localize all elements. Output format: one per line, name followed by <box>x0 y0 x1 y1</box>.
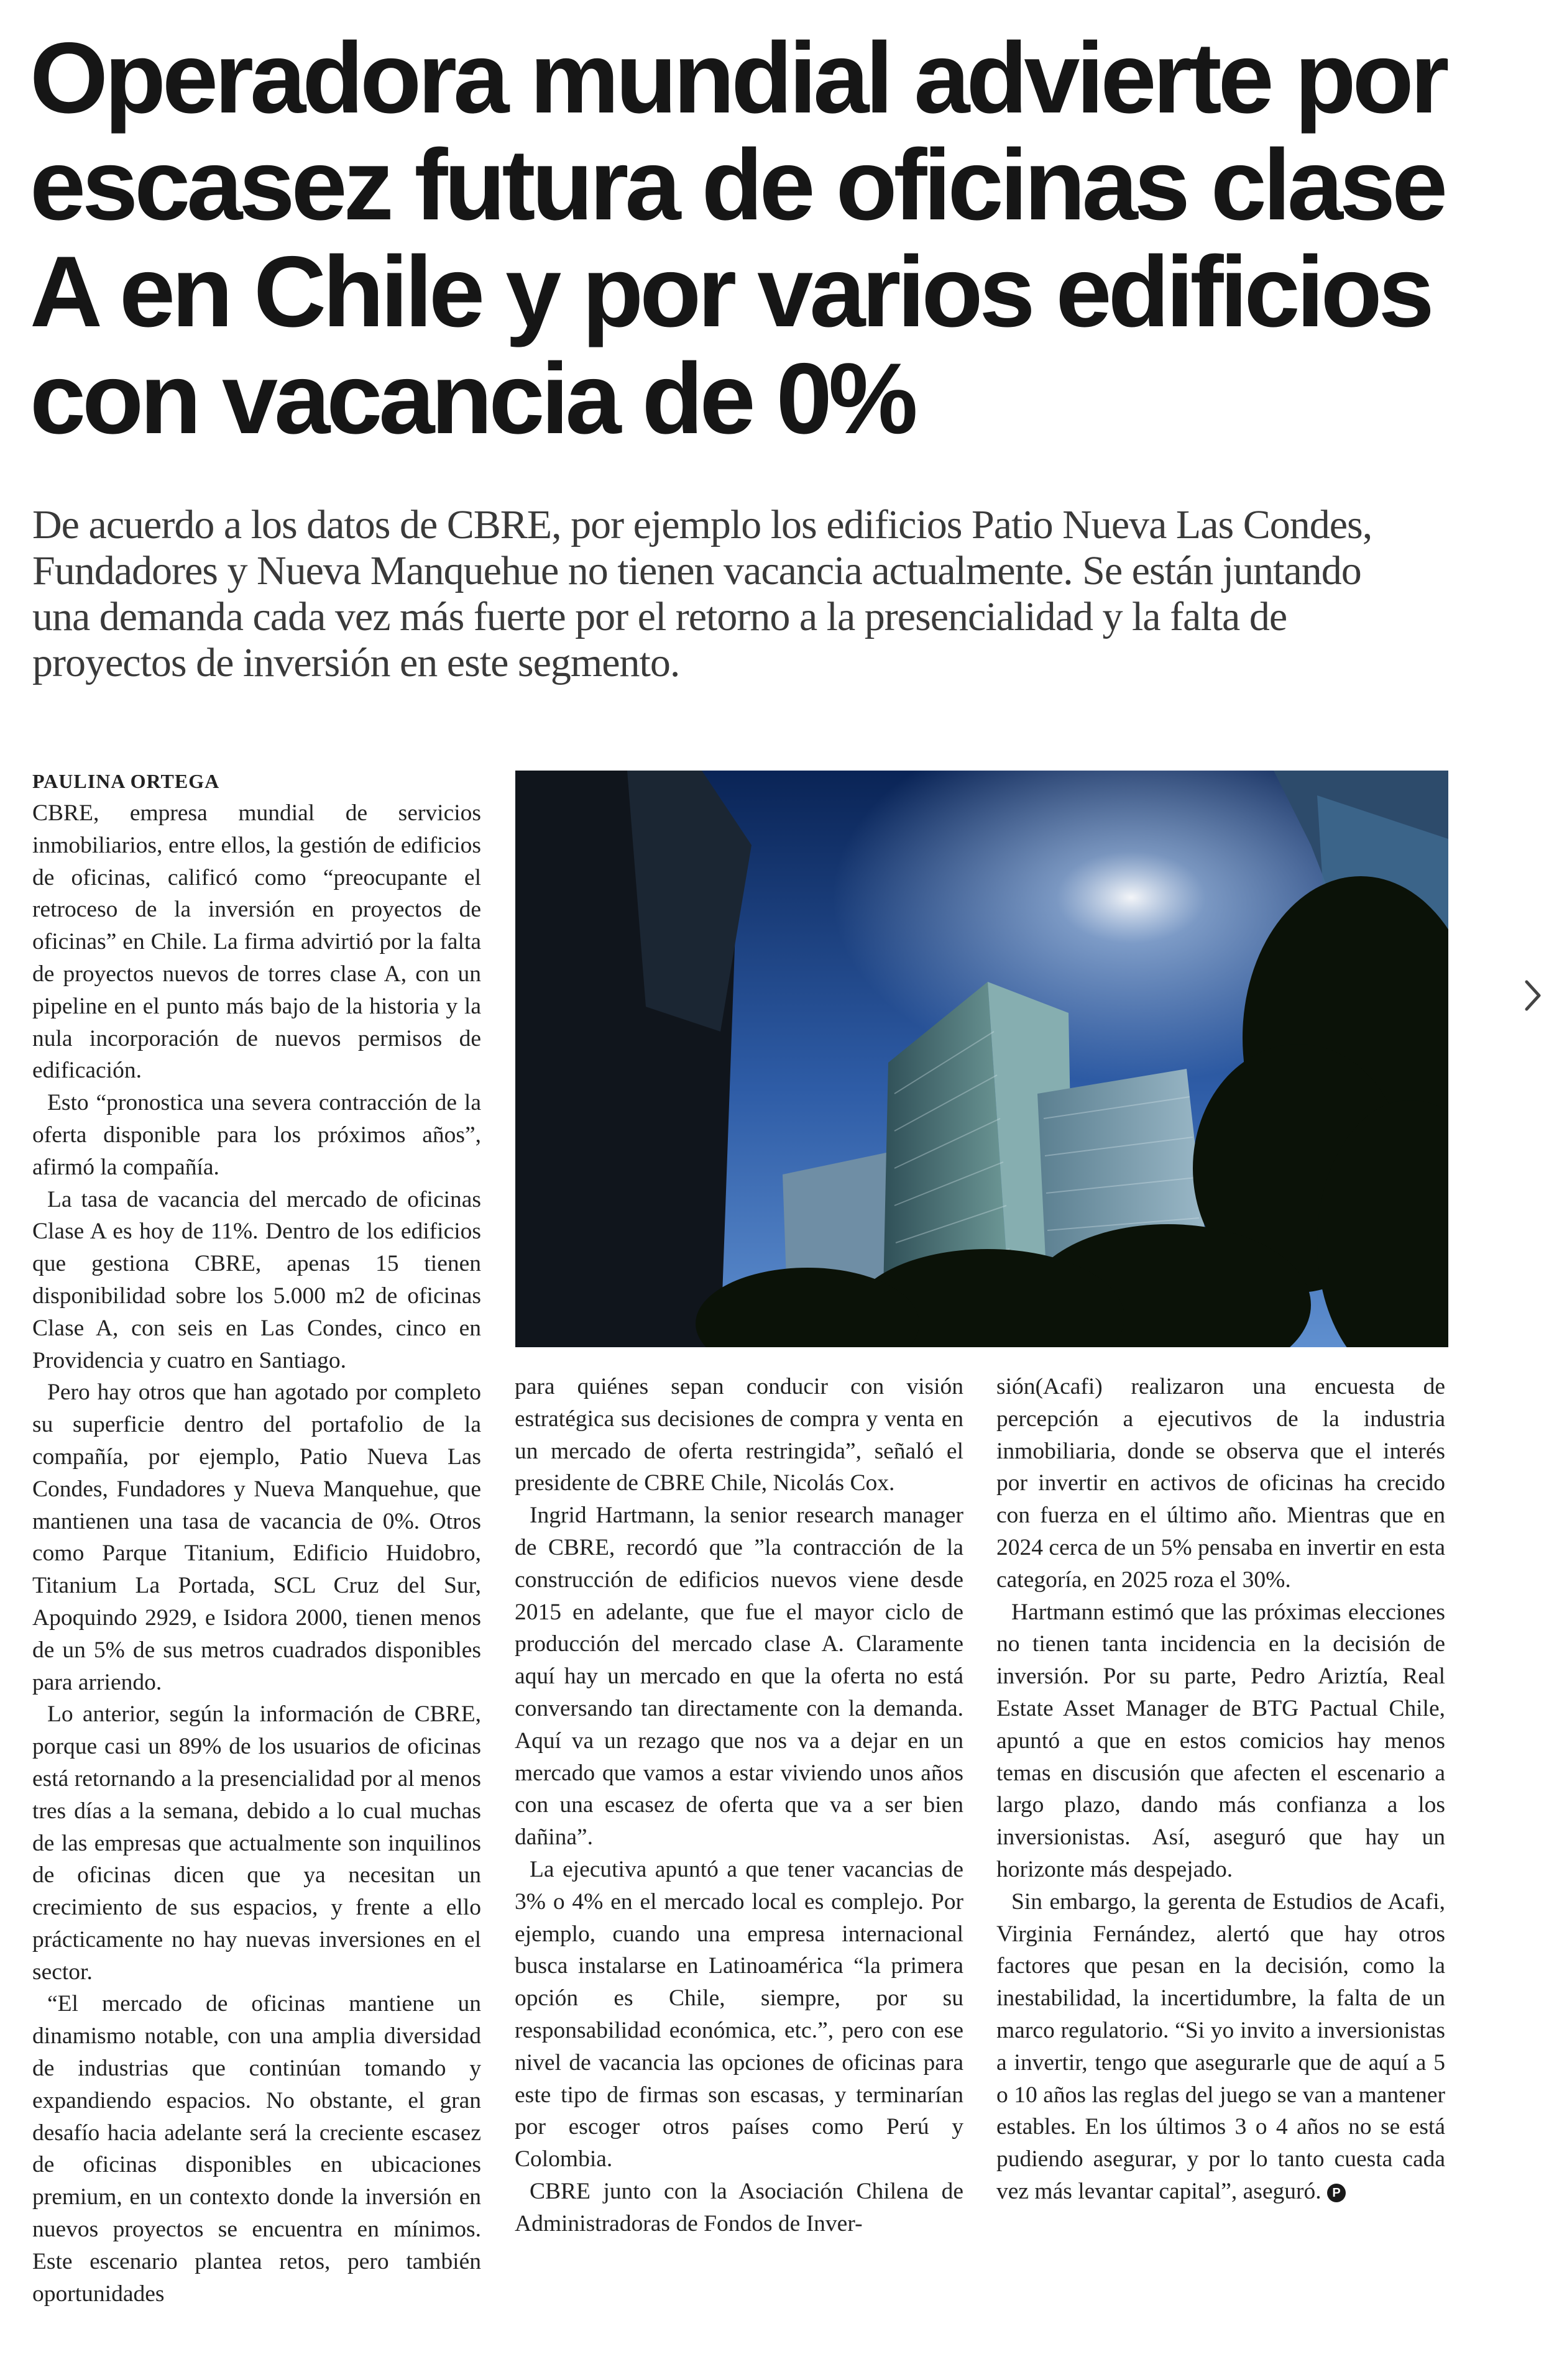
p-logo-icon: P <box>1327 2184 1346 2202</box>
office-towers-photo <box>515 771 1448 1347</box>
paragraph: La ejecutiva apuntó a que tener vacancias de 3% o 4% en el mercado local es complejo. Por ejemplo, cuando una empresa internacional busca instalarse en Latinoamérica “la primera opción es Chile, siempre, por su responsabilidad económica, etc.”, pero con ese nivel de vacancia las opciones de oficinas para este tipo de firmas son escasas, y terminarían por escoger otros países como Perú y Colombia. <box>515 1856 963 2172</box>
article-column-2 <box>515 1371 963 2240</box>
paragraph: para quiénes sepan conducir con visión estratégica sus decisiones de compra y venta en un mercado de oferta restringida”, señaló el presidente de CBRE Chile, Nicolás Cox. <box>515 1374 963 1496</box>
byline: PAULINA ORTEGA <box>32 770 220 792</box>
paragraph: CBRE junto con la Asociación Chilena de Administradoras de Fondos de Inver- <box>515 2178 963 2236</box>
article-column-1 <box>32 797 481 2310</box>
article-column-3 <box>996 1371 1445 2208</box>
paragraph: Esto “pronostica una severa contracción de la oferta disponible para los próximos años”, afirmó la compañía. <box>32 1090 481 1180</box>
paragraph-text: Sin embargo, la gerenta de Estudios de Acafi, Virginia Fernández, alertó que hay otros factores que pesan en la decisión, como la inestabilidad, la incertidumbre, la falta de un marco regulatorio. “Si yo invito a inversionistas a invertir, tengo que asegurarle que de aquí a 5 o 10 años las reglas del juego se van a mantener estables. En los últimos 3 o 4 años no se está pudiendo asegurar, y por lo tanto cuesta cada vez más levantar capital”, aseguró. <box>996 1888 1445 2204</box>
paragraph: Ingrid Hartmann, la senior research manager de CBRE, recordó que ”la contracción de la construcción de edificios nuevos viene desde 2015 en adelante, que fue el mayor ciclo de producción del mercado clase A. Claramente aquí hay un mercado en que la oferta no está conversando tan directamente con la demanda. Aquí va un rezago que nos va a dejar en un mercado que vamos a estar viviendo unos años con una escasez de oferta que va a ser bien dañina”. <box>515 1503 963 1851</box>
paragraph <box>996 1886 1445 2208</box>
chevron-right-icon[interactable] <box>1522 977 1544 1014</box>
subheadline: De acuerdo a los datos de CBRE, por ejemplo los edificios Patio Nueva Las Condes, Fundadores y Nueva Manquehue no tienen vacancia actualmente. Se están juntando una demanda cada vez más fuerte por el retorno a la presencialidad y la falta de proyectos de inversión en este segmento. <box>32 502 1372 685</box>
paragraph: Pero hay otros que han agotado por completo su superficie dentro del portafolio de la compañía, por ejemplo, Patio Nueva Las Condes, Fundadores y Nueva Manquehue, que mantienen una tasa de vacancia de 0%. Otros como Parque Titanium, Edificio Huidobro, Titanium La Portada, SCL Cruz del Sur, Apoquindo 2929, e Isidora 2000, tienen menos de un 5% de sus metros cuadrados disponibles para arriendo. <box>32 1380 481 1695</box>
paragraph: “El mercado de oficinas mantiene un dinamismo notable, con una amplia diversidad de industrias que continúan tomando y expandiendo espacios. No obstante, el gran desafío hacia adelante será la creciente escasez de oficinas disponibles en ubicaciones premium, en un contexto donde la inversión en nuevos proyectos se encuentra en mínimos. Este escenario plantea retos, pero también oportunidades <box>32 1991 481 2307</box>
paragraph: La tasa de vacancia del mercado de oficinas Clase A es hoy de 11%. Dentro de los edificios que gestiona CBRE, apenas 15 tienen disponibilidad sobre los 5.000 m2 de oficinas Clase A, con seis en Las Condes, cinco en Providencia y cuatro en Santiago. <box>32 1186 481 1373</box>
paragraph: CBRE, empresa mundial de servicios inmobiliarios, entre ellos, la gestión de edificios de oficinas, calificó como “preocupante el retroceso de la inversión en proyectos de oficinas” en Chile. La firma advirtió por la falta de proyectos nuevos de torres clase A, con un pipeline en el punto más bajo de la historia y la nula incorporación de nuevos permisos de edificación. <box>32 800 481 1084</box>
paragraph: Hartmann estimó que las próximas elecciones no tienen tanta incidencia en la decisión de inversión. Por su parte, Pedro Ariztía, Real Estate Asset Manager de BTG Pactual Chile, apuntó a que en estos comicios hay menos temas en discusión que afecten el escenario a largo plazo, dando más confianza a los inversionistas. Así, aseguró que hay un horizonte más despejado. <box>996 1599 1445 1882</box>
paragraph: sión(Acafi) realizaron una encuesta de percepción a ejecutivos de la industria inmobiliaria, donde se observa que el interés por invertir en activos de oficinas ha crecido con fuerza en el último año. Mientras que en 2024 cerca de un 5% pensaba en invertir en esta categoría, en 2025 roza el 30%. <box>996 1374 1445 1593</box>
headline: Operadora mundial advierte por escasez futura de oficinas clase A en Chile y por varios edificios con vacancia de 0% <box>30 22 1446 455</box>
paragraph: Lo anterior, según la información de CBRE, porque casi un 89% de los usuarios de oficinas está retornando a la presencialidad por al menos tres días a la semana, debido a lo cual muchas de las empresas que actualmente son inquilinos de oficinas dicen que ya necesitan un crecimiento de sus espacios, y frente a ello prácticamente no hay nuevas inversiones en el sector. <box>32 1701 481 1985</box>
